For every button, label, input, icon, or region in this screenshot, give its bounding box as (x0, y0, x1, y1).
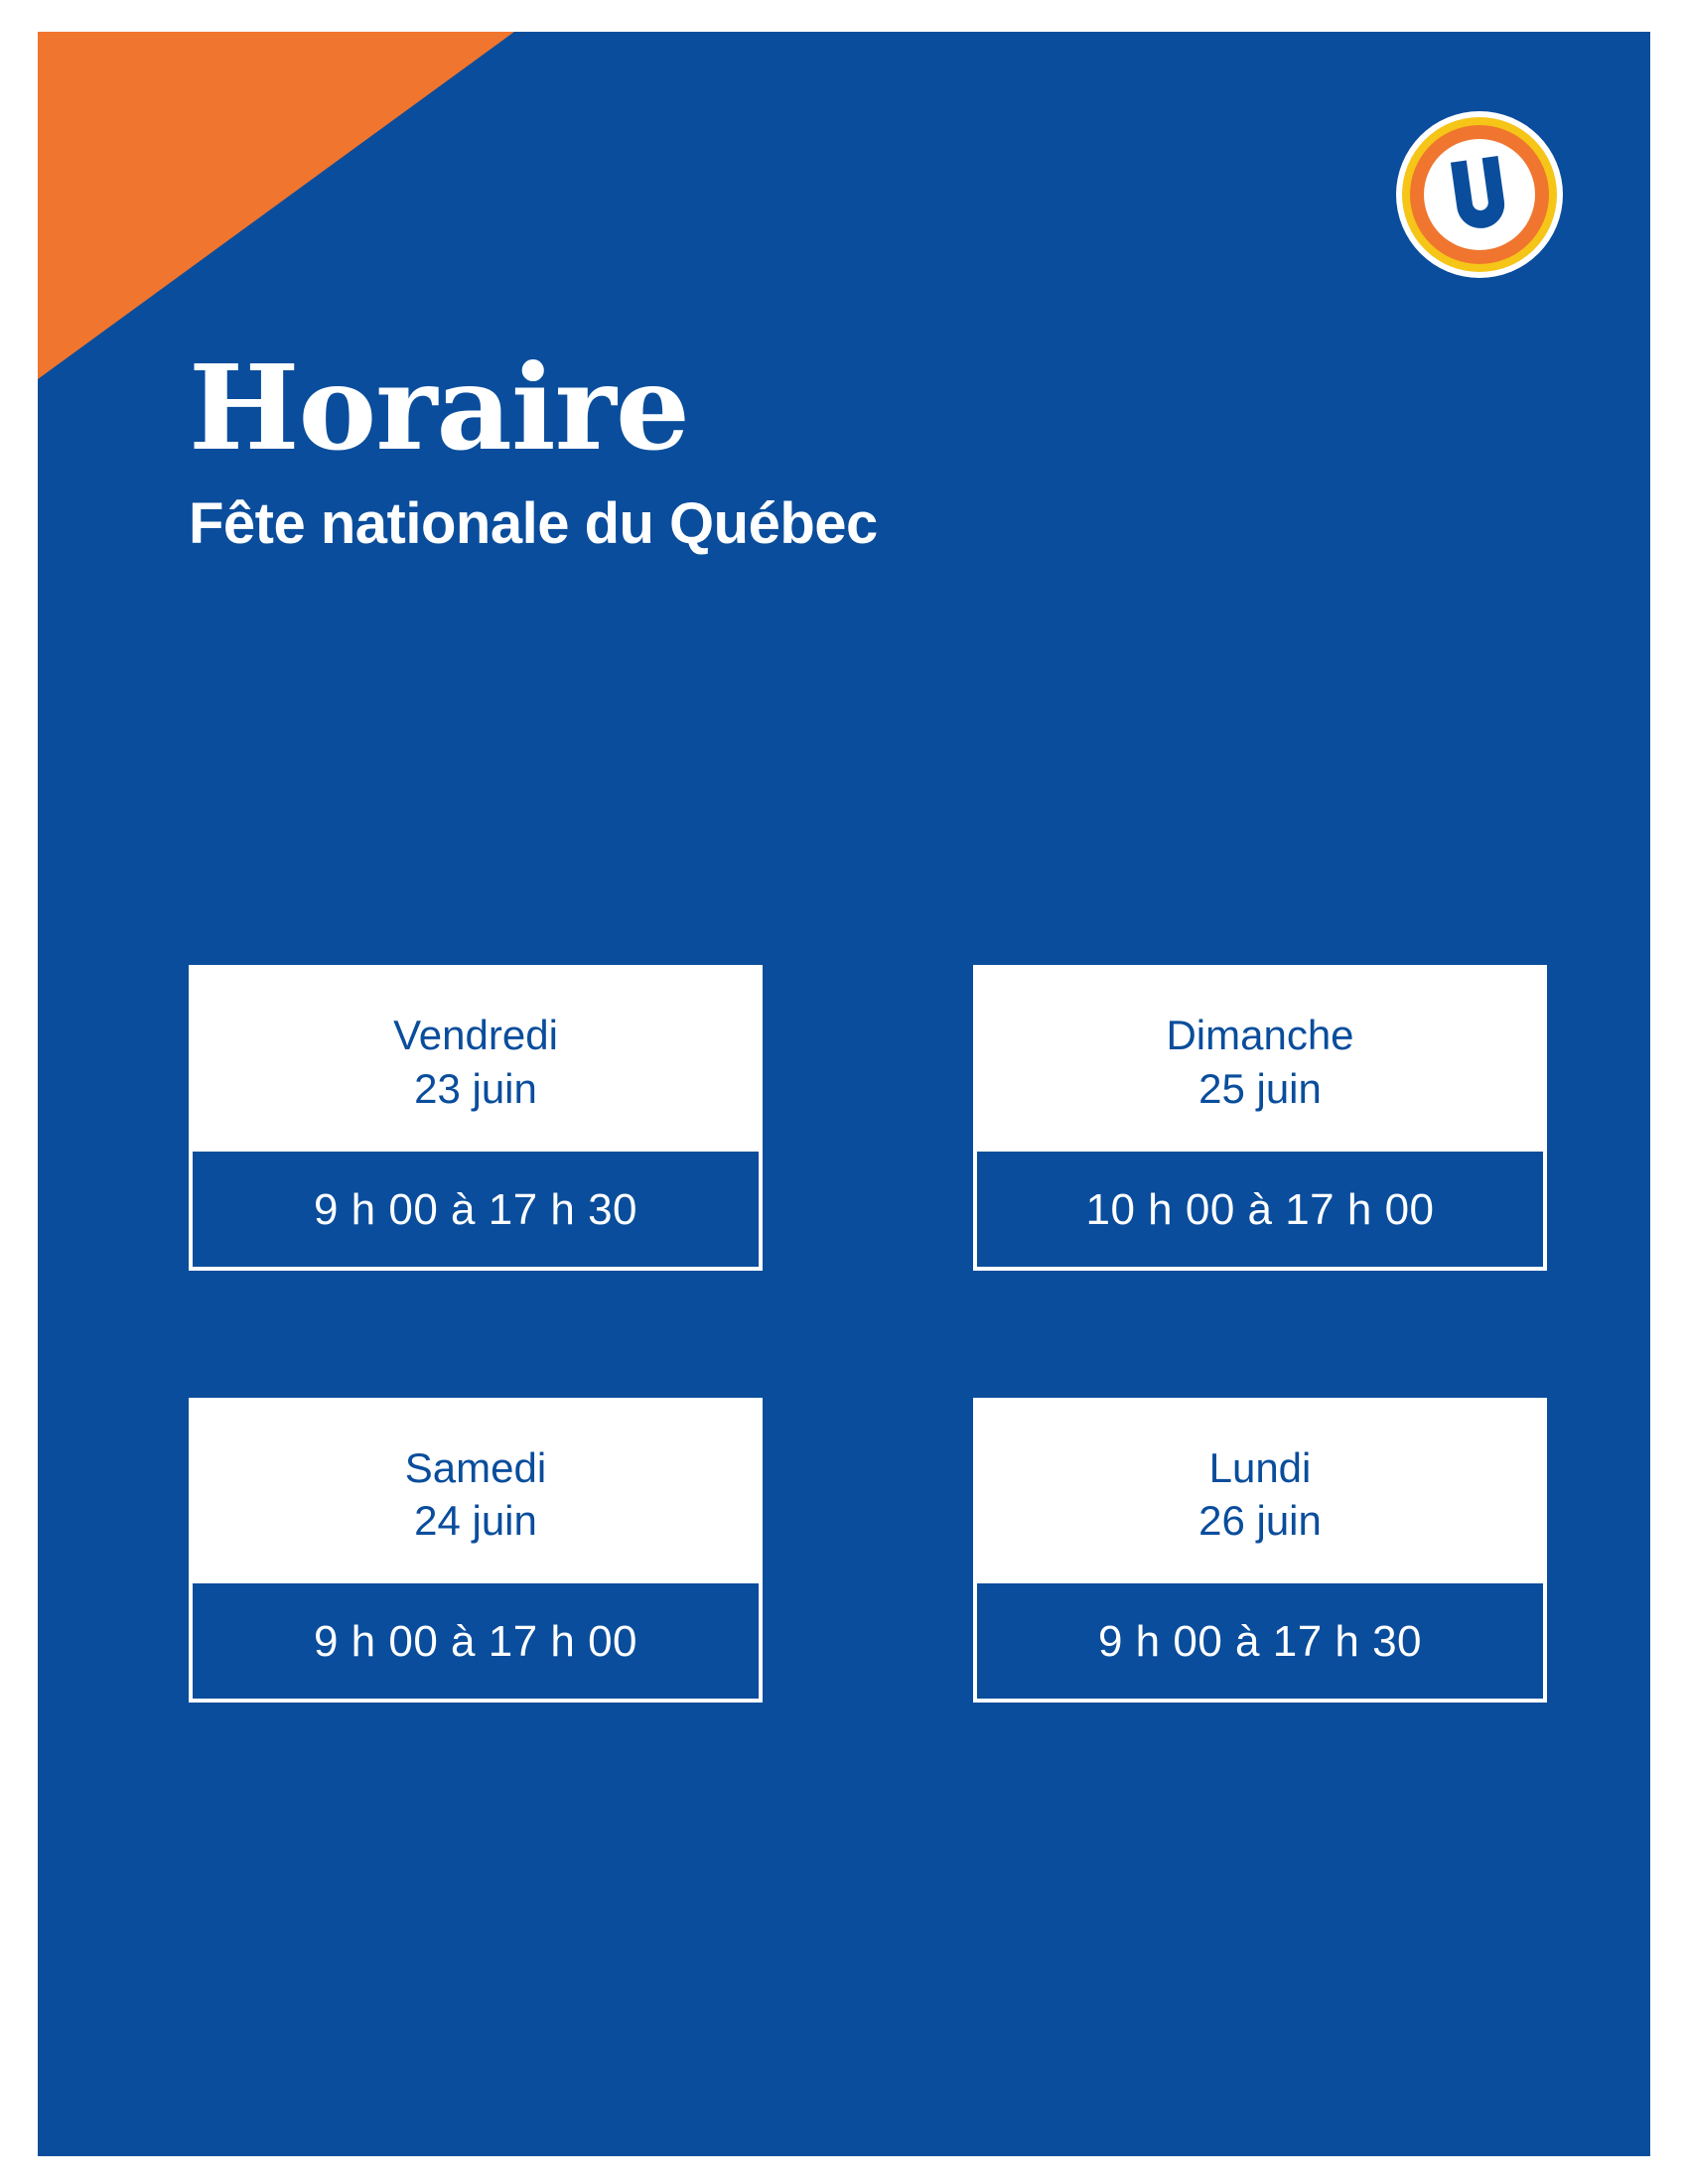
university-logo (1394, 109, 1565, 280)
schedule-card-day (977, 969, 1543, 1152)
schedule-grid (189, 965, 1519, 1703)
day-name: Dimanche (1166, 1012, 1354, 1058)
schedule-card (973, 1398, 1547, 1704)
schedule-card-hours: 10 h 00 à 17 h 00 (977, 1152, 1543, 1267)
schedule-card (189, 1398, 763, 1704)
schedule-card-day (977, 1402, 1543, 1584)
day-name: Lundi (1208, 1443, 1312, 1491)
page-subtitle: Fête nationale du Québec (189, 491, 878, 556)
schedule-card (973, 965, 1547, 1271)
poster (38, 32, 1650, 2156)
schedule-card-day (193, 1402, 759, 1584)
schedule-card-day (193, 969, 759, 1152)
day-date: 26 juin (1198, 1497, 1322, 1545)
day-name: Vendredi (393, 1012, 558, 1058)
schedule-card-hours: 9 h 00 à 17 h 00 (193, 1583, 759, 1699)
day-date: 25 juin (1198, 1064, 1322, 1112)
schedule-card (189, 965, 763, 1271)
day-name: Samedi (404, 1443, 547, 1491)
schedule-card-hours: 9 h 00 à 17 h 30 (193, 1152, 759, 1267)
day-date: 24 juin (414, 1497, 537, 1545)
title-block (189, 339, 1380, 556)
page-title: Horaire (189, 339, 689, 477)
schedule-card-hours: 9 h 00 à 17 h 30 (977, 1583, 1543, 1699)
orange-diagonal-accent (38, 32, 514, 379)
day-date: 23 juin (414, 1064, 537, 1112)
